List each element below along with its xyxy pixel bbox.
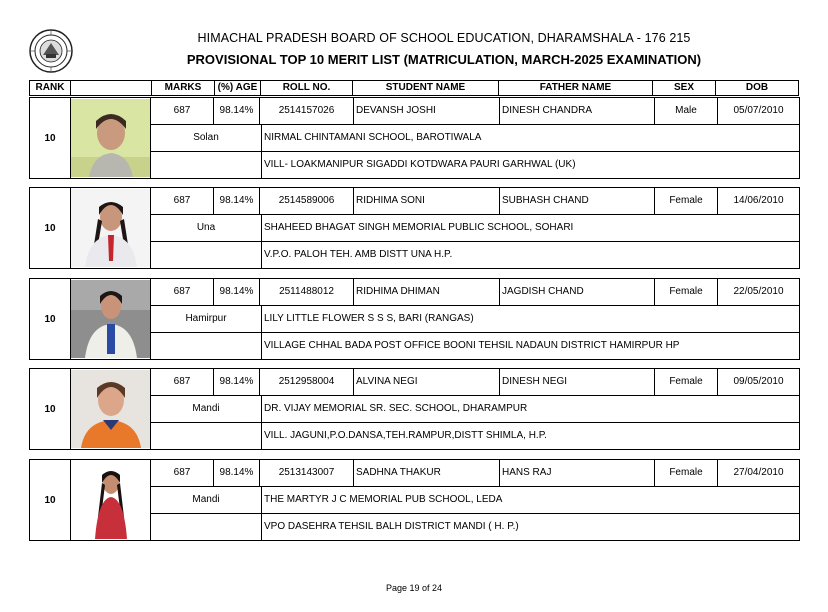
rank: 10: [44, 494, 56, 506]
district: Una: [196, 222, 216, 233]
school-name: LILY LITTLE FLOWER S S S, BARI (RANGAS): [264, 313, 474, 324]
student-name: DEVANSH JOSHI: [356, 105, 436, 116]
student-photo: [71, 99, 150, 177]
page-number: Page 19 of 24: [385, 583, 443, 593]
district: Mandi: [192, 403, 220, 414]
address: VILLAGE CHHAL BADA POST OFFICE BOONI TEHSIL NADAUN DISTRICT HAMIRPUR HP: [264, 340, 680, 351]
dob: 14/06/2010: [733, 195, 784, 206]
percent: 98.14%: [219, 376, 254, 387]
student-photo: [71, 280, 150, 358]
sex: Female: [669, 195, 703, 206]
student-record: [29, 278, 800, 360]
dob: 05/07/2010: [733, 105, 784, 116]
marks: 687: [173, 105, 191, 116]
student-name: ALVINA NEGI: [356, 376, 418, 387]
student-record: [29, 459, 800, 541]
sex: Female: [669, 467, 703, 478]
roll-no: 2513143007: [278, 467, 335, 478]
district: Mandi: [192, 494, 220, 505]
student-name: RIDHIMA SONI: [356, 195, 425, 206]
district: Solan: [193, 132, 219, 143]
percent: 98.14%: [219, 195, 254, 206]
roll-no: 2511488012: [279, 286, 334, 297]
sex: Female: [669, 376, 703, 387]
roll-no: 2514157026: [278, 105, 335, 116]
school-name: SHAHEED BHAGAT SINGH MEMORIAL PUBLIC SCHOOL, SOHARI: [264, 222, 574, 233]
student-record: [29, 187, 800, 269]
father-name: HANS RAJ: [502, 467, 552, 478]
percent: 98.14%: [219, 467, 254, 478]
dob: 27/04/2010: [733, 467, 784, 478]
student-name: SADHNA THAKUR: [356, 467, 441, 478]
sex: Female: [669, 286, 703, 297]
address: VILL- LOAKMANIPUR SIGADDI KOTDWARA PAURI GARHWAL (UK): [264, 159, 576, 170]
col-photo: [71, 81, 152, 95]
col-percent: (%) AGE: [215, 81, 261, 95]
student-record: [29, 368, 800, 450]
address: V.P.O. PALOH TEH. AMB DISTT UNA H.P.: [264, 249, 453, 260]
roll-no: 2514589006: [278, 195, 335, 206]
dob: 22/05/2010: [733, 286, 784, 297]
dob: 09/05/2010: [733, 376, 784, 387]
student-photo: [71, 461, 150, 539]
col-student-name: STUDENT NAME: [353, 81, 499, 95]
rank: 10: [44, 403, 56, 415]
rank: 10: [44, 132, 56, 144]
page-title: PROVISIONAL TOP 10 MERIT LIST (MATRICULATION, MARCH-2025 EXAMINATION): [186, 52, 702, 67]
student-name: RIDHIMA DHIMAN: [356, 286, 440, 297]
col-father-name: FATHER NAME: [499, 81, 653, 95]
address: VPO DASEHRA TEHSIL BALH DISTRICT MANDI ( H. P.): [264, 521, 519, 532]
col-sex: SEX: [653, 81, 716, 95]
rank: 10: [44, 222, 56, 234]
rank: 10: [44, 313, 56, 325]
school-name: NIRMAL CHINTAMANI SCHOOL, BAROTIWALA: [264, 132, 482, 143]
student-photo: [71, 370, 150, 448]
school-name: DR. VIJAY MEMORIAL SR. SEC. SCHOOL, DHARAMPUR: [264, 403, 528, 414]
student-photo: [71, 189, 150, 267]
marks: 687: [173, 376, 191, 387]
father-name: DINESH NEGI: [502, 376, 568, 387]
school-name: THE MARTYR J C MEMORIAL PUB SCHOOL, LEDA: [264, 494, 503, 505]
board-name: HIMACHAL PRADESH BOARD OF SCHOOL EDUCATION, DHARAMSHALA - 176 215: [197, 31, 691, 45]
table-header: [29, 80, 799, 96]
col-marks: MARKS: [152, 81, 215, 95]
col-roll: ROLL NO.: [261, 81, 353, 95]
sex: Male: [675, 105, 697, 116]
father-name: SUBHASH CHAND: [502, 195, 589, 206]
marks: 687: [173, 467, 191, 478]
marks: 687: [173, 286, 191, 297]
roll-no: 2512958004: [278, 376, 335, 387]
col-dob: DOB: [745, 82, 769, 93]
father-name: JAGDISH CHAND: [502, 286, 584, 297]
percent: 98.14%: [219, 286, 254, 297]
student-record: [29, 97, 800, 179]
percent: 98.14%: [219, 105, 254, 116]
col-rank: RANK: [30, 81, 71, 95]
marks: 687: [173, 195, 191, 206]
address: VILL. JAGUNI,P.O.DANSA,TEH.RAMPUR,DISTT SHIMLA, H.P.: [264, 430, 547, 441]
district: Hamirpur: [185, 313, 227, 324]
father-name: DINESH CHANDRA: [502, 105, 593, 116]
